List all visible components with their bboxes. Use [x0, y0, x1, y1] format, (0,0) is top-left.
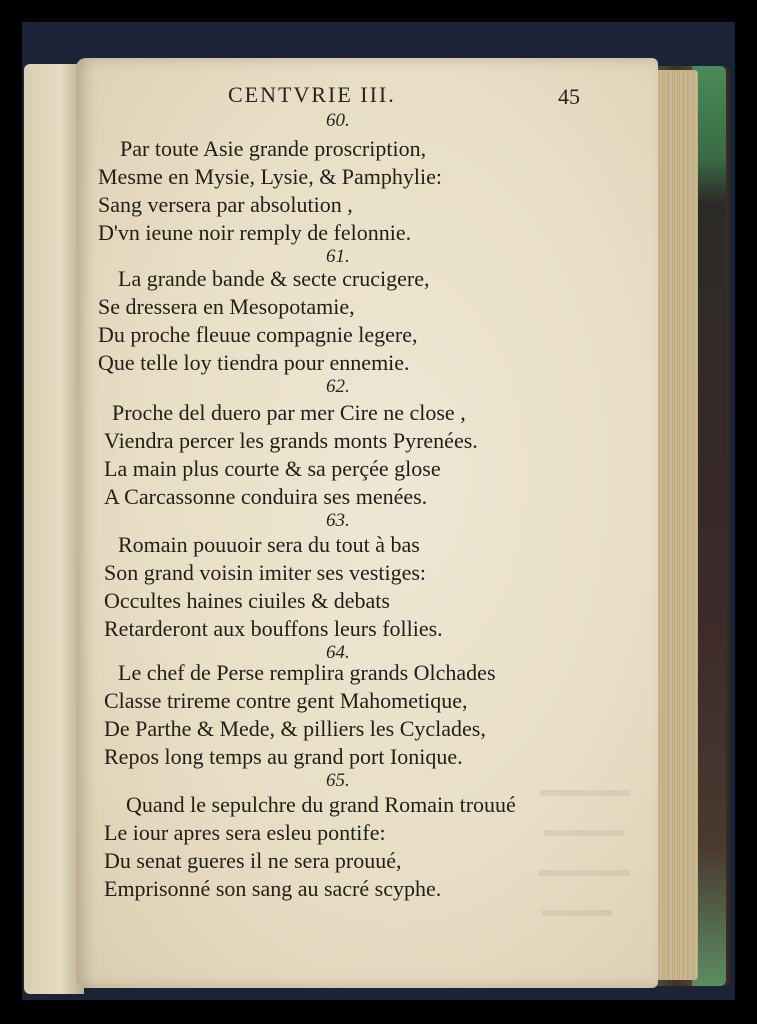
quatrain-number: 65. [326, 770, 350, 791]
verse-line: Son grand voisin imiter ses vestiges: [104, 560, 427, 585]
verse-line: Classe trireme contre gent Mahometique, [104, 688, 468, 713]
verse-line: Emprisonné son sang au sacré scyphe. [104, 876, 442, 901]
verse-line: Mesme en Mysie, Lysie, & Pamphylie: [98, 164, 443, 189]
verse-line: La grande bande & secte crucigere, [118, 266, 430, 291]
show-through-marks [530, 770, 640, 940]
verse-line: Par toute Asie grande proscription, [120, 136, 427, 161]
previous-page-edge [24, 64, 84, 994]
quatrain-number: 60. [326, 110, 350, 131]
verse-line: Proche del duero par mer Cire ne close , [112, 400, 466, 425]
verse-line: De Parthe & Mede, & pilliers les Cyclades, [104, 716, 486, 741]
page-number: 45 [558, 84, 580, 109]
quatrain-number: 61. [326, 246, 350, 267]
verse-line: Repos long temps au grand port Ionique. [104, 744, 463, 769]
running-head: CENTVRIE III. [228, 82, 396, 107]
verse-line: La main plus courte & sa perçée glose [104, 456, 441, 481]
quatrain-number: 62. [326, 376, 350, 397]
verse-line: Le iour apres sera esleu pontife: [104, 820, 386, 845]
quatrain-number: 63. [326, 510, 350, 531]
quatrain-number: 64. [326, 642, 350, 663]
verse-line: Le chef de Perse remplira grands Olchades [118, 660, 496, 685]
verse-line: Du senat gueres il ne sera prouué, [104, 848, 402, 873]
verse-line: A Carcassonne conduira ses menées. [104, 484, 428, 509]
verse-line: Retarderont aux bouffons leurs follies. [104, 616, 443, 641]
verse-line: Que telle loy tiendra pour ennemie. [98, 350, 410, 375]
verse-line: Du proche fleuue compagnie legere, [98, 322, 418, 347]
verse-line: Viendra percer les grands monts Pyrenées. [104, 428, 478, 453]
verse-line: D'vn ieune noir remply de felonnie. [98, 220, 412, 245]
verse-line: Se dressera en Mesopotamie, [98, 294, 355, 319]
verse-line: Occultes haines ciuiles & debats [104, 588, 390, 613]
verse-line: Sang versera par absolution , [98, 192, 353, 217]
verse-line: Romain pouuoir sera du tout à bas [118, 532, 420, 557]
verse-line: Quand le sepulchre du grand Romain trouué [126, 792, 516, 817]
